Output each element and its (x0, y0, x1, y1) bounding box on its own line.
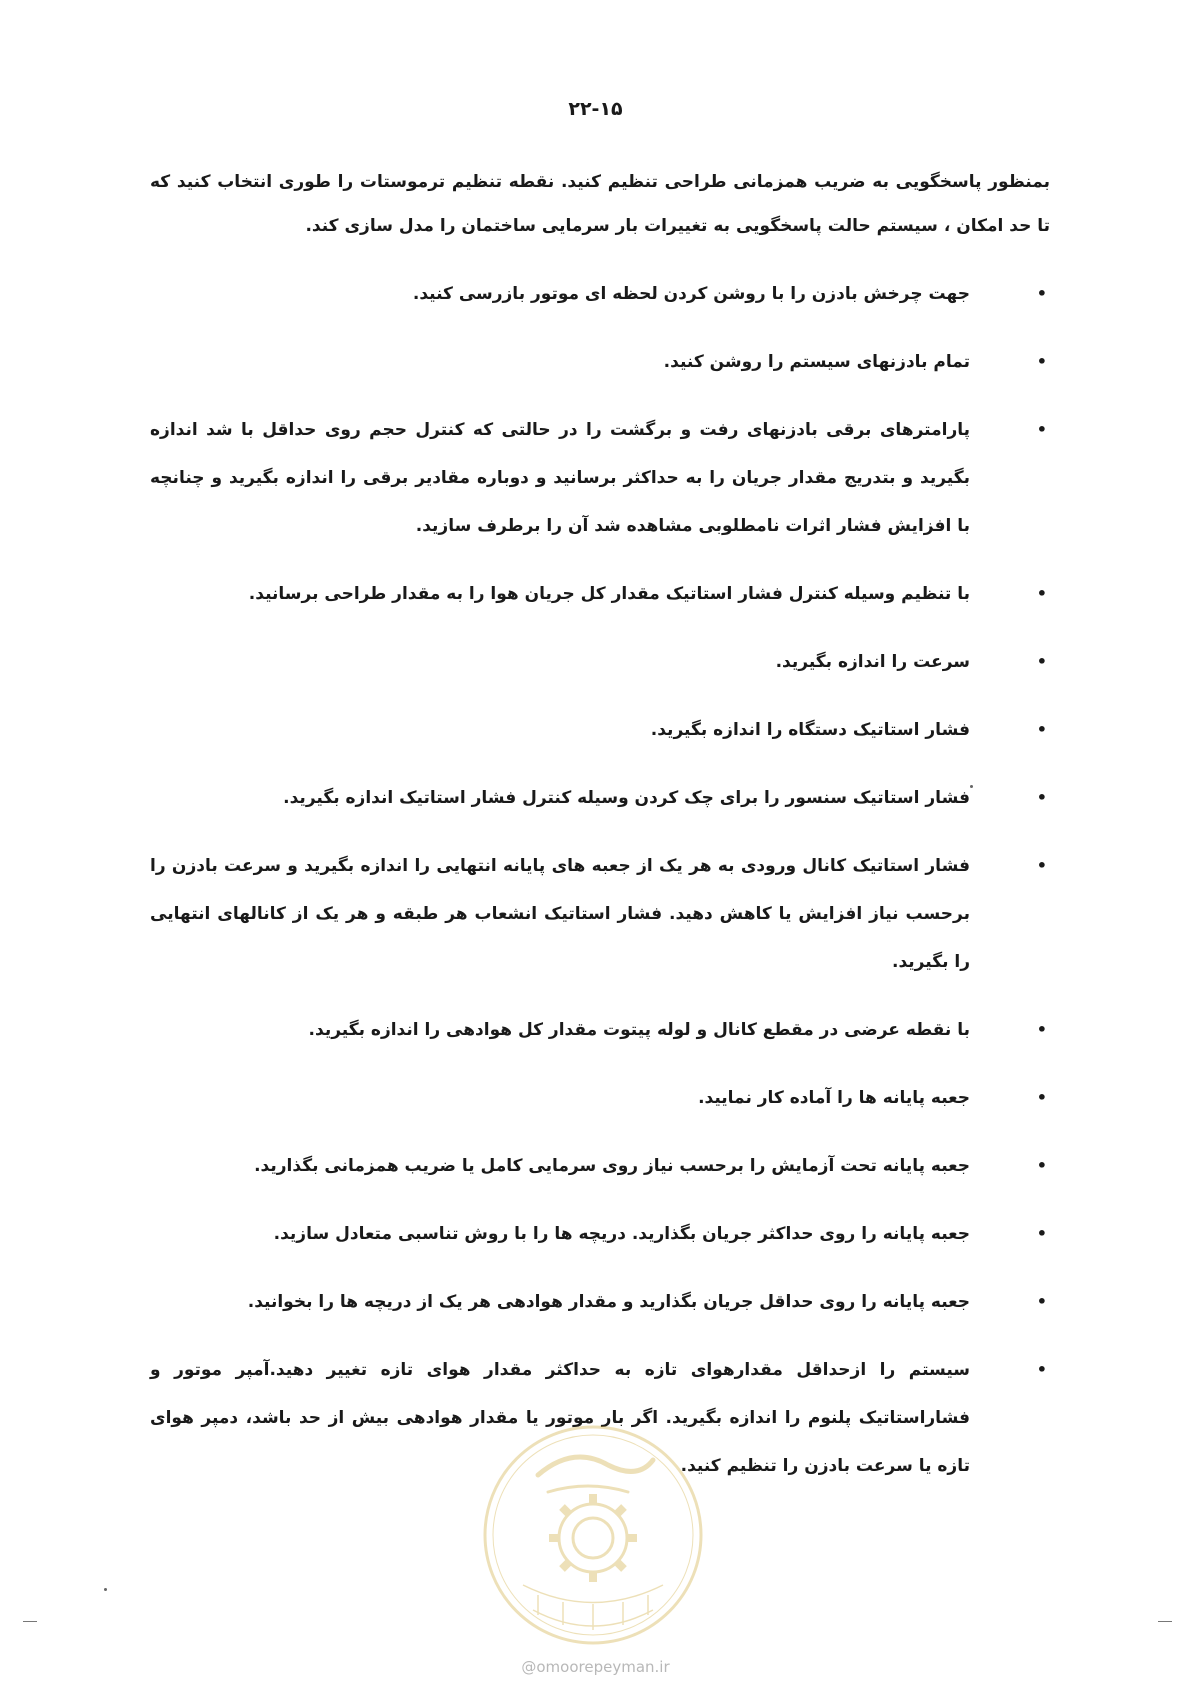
watermark-url: @omoorepeyman.ir (521, 1658, 670, 1676)
bullet-icon: • (1036, 1360, 1047, 1379)
bullet-icon: • (1036, 1020, 1047, 1039)
scan-speck (104, 1588, 107, 1591)
list-item-text: پارامترهای برقی بادزنهای رفت و برگشت را در حالتی که کنترل حجم روی حداقل با شد اندازه بگیرید و بتدریج مقدار جریان را به حداکثر برسانید و دوباره مقادیر برقی را اندازه بگیرید و چنانچه با افزایش فشار اثرات نامطلوبی مشاهده شد آن را برطرف سازید. (150, 420, 970, 536)
list-item-text: جعبه پایانه ها را آماده کار نمایید. (698, 1088, 970, 1108)
bullet-list (150, 270, 1050, 1510)
list-item (150, 774, 1050, 822)
bullet-icon: • (1036, 584, 1047, 603)
list-item-text: سرعت را اندازه بگیرید. (775, 652, 970, 672)
list-item-text: جعبه پایانه را روی حداقل جریان بگذارید و مقدار هوادهی هر یک از دریچه ها را بخوانید. (247, 1292, 970, 1312)
list-item (150, 270, 1050, 318)
bullet-icon: • (1036, 284, 1047, 303)
list-item-text: با تنظیم وسیله کنترل فشار استاتیک مقدار کل جریان هوا را به مقدار طراحی برسانید. (248, 584, 970, 604)
list-item (150, 842, 1050, 986)
list-item-text: فشار استاتیک سنسور را برای چک کردن وسیله کنترل فشار استاتیک اندازه بگیرید. (283, 788, 970, 808)
bullet-icon: • (1036, 652, 1047, 671)
list-item-text: فشار استاتیک دستگاه را اندازه بگیرید. (650, 720, 970, 740)
list-item-text: جعبه پایانه تحت آزمایش را برحسب نیاز روی سرمایی کامل یا ضریب همزمانی بگذارید. (254, 1156, 970, 1176)
scan-edge-mark-left (23, 1621, 37, 1622)
bullet-icon: • (1036, 1156, 1047, 1175)
list-item-text: جهت چرخش بادزن را با روشن کردن لحظه ای موتور بازرسی کنید. (412, 284, 970, 304)
page-number: ۲۲-۱۵ (568, 98, 623, 120)
list-item-text: تمام بادزنهای سیستم را روشن کنید. (663, 352, 970, 372)
list-item-text: سیستم را ازحداقل مقدارهوای تازه به حداکثر مقدار هوای تازه تغییر دهید.آمپر موتور و فشاراستاتیک پلنوم را اندازه بگیرید. اگر بار موتور یا مقدار هوادهی بیش از حد باشد، دمپر هوای تازه یا سرعت بادزن را تنظیم کنید. (150, 1360, 970, 1476)
bullet-icon: • (1036, 1292, 1047, 1311)
bullet-icon: • (1036, 856, 1047, 875)
list-item (150, 338, 1050, 386)
bullet-icon: • (1036, 788, 1047, 807)
list-item (150, 1142, 1050, 1190)
bullet-icon: • (1036, 720, 1047, 739)
list-item-text: فشار استاتیک کانال ورودی به هر یک از جعبه های پایانه انتهایی را اندازه بگیرید و سرعت بادزن را برحسب نیاز افزایش یا کاهش دهید. فشار استاتیک انشعاب هر طبقه و هر یک از کانالهای انتهایی را بگیرید. (150, 856, 970, 972)
bullet-icon: • (1036, 352, 1047, 371)
scan-speck (970, 785, 973, 788)
bullet-icon: • (1036, 1224, 1047, 1243)
list-item (150, 1006, 1050, 1054)
list-item-text: جعبه پایانه را روی حداکثر جریان بگذارید. دریچه ها را با روش تناسبی متعادل سازید. (273, 1224, 970, 1244)
bullet-icon: • (1036, 1088, 1047, 1107)
list-item-text: با نقطه عرضی در مقطع کانال و لوله پیتوت مقدار کل هوادهی را اندازه بگیرید. (308, 1020, 970, 1040)
bullet-icon: • (1036, 420, 1047, 439)
list-item (150, 1074, 1050, 1122)
list-item (150, 406, 1050, 550)
list-item (150, 638, 1050, 686)
list-item (150, 1278, 1050, 1326)
list-item (150, 570, 1050, 618)
list-item (150, 706, 1050, 754)
list-item (150, 1210, 1050, 1258)
intro-paragraph: بمنظور پاسخگویی به ضریب همزمانی طراحی تنظیم کنید. نقطه تنظیم ترموستات را طوری انتخاب کنید که تا حد امکان ، سیستم حالت پاسخگویی به تغییرات بار سرمایی ساختمان را مدل سازی کند. (150, 172, 1050, 236)
watermark-logo-icon (478, 1420, 708, 1650)
scan-edge-mark-right (1158, 1621, 1172, 1622)
